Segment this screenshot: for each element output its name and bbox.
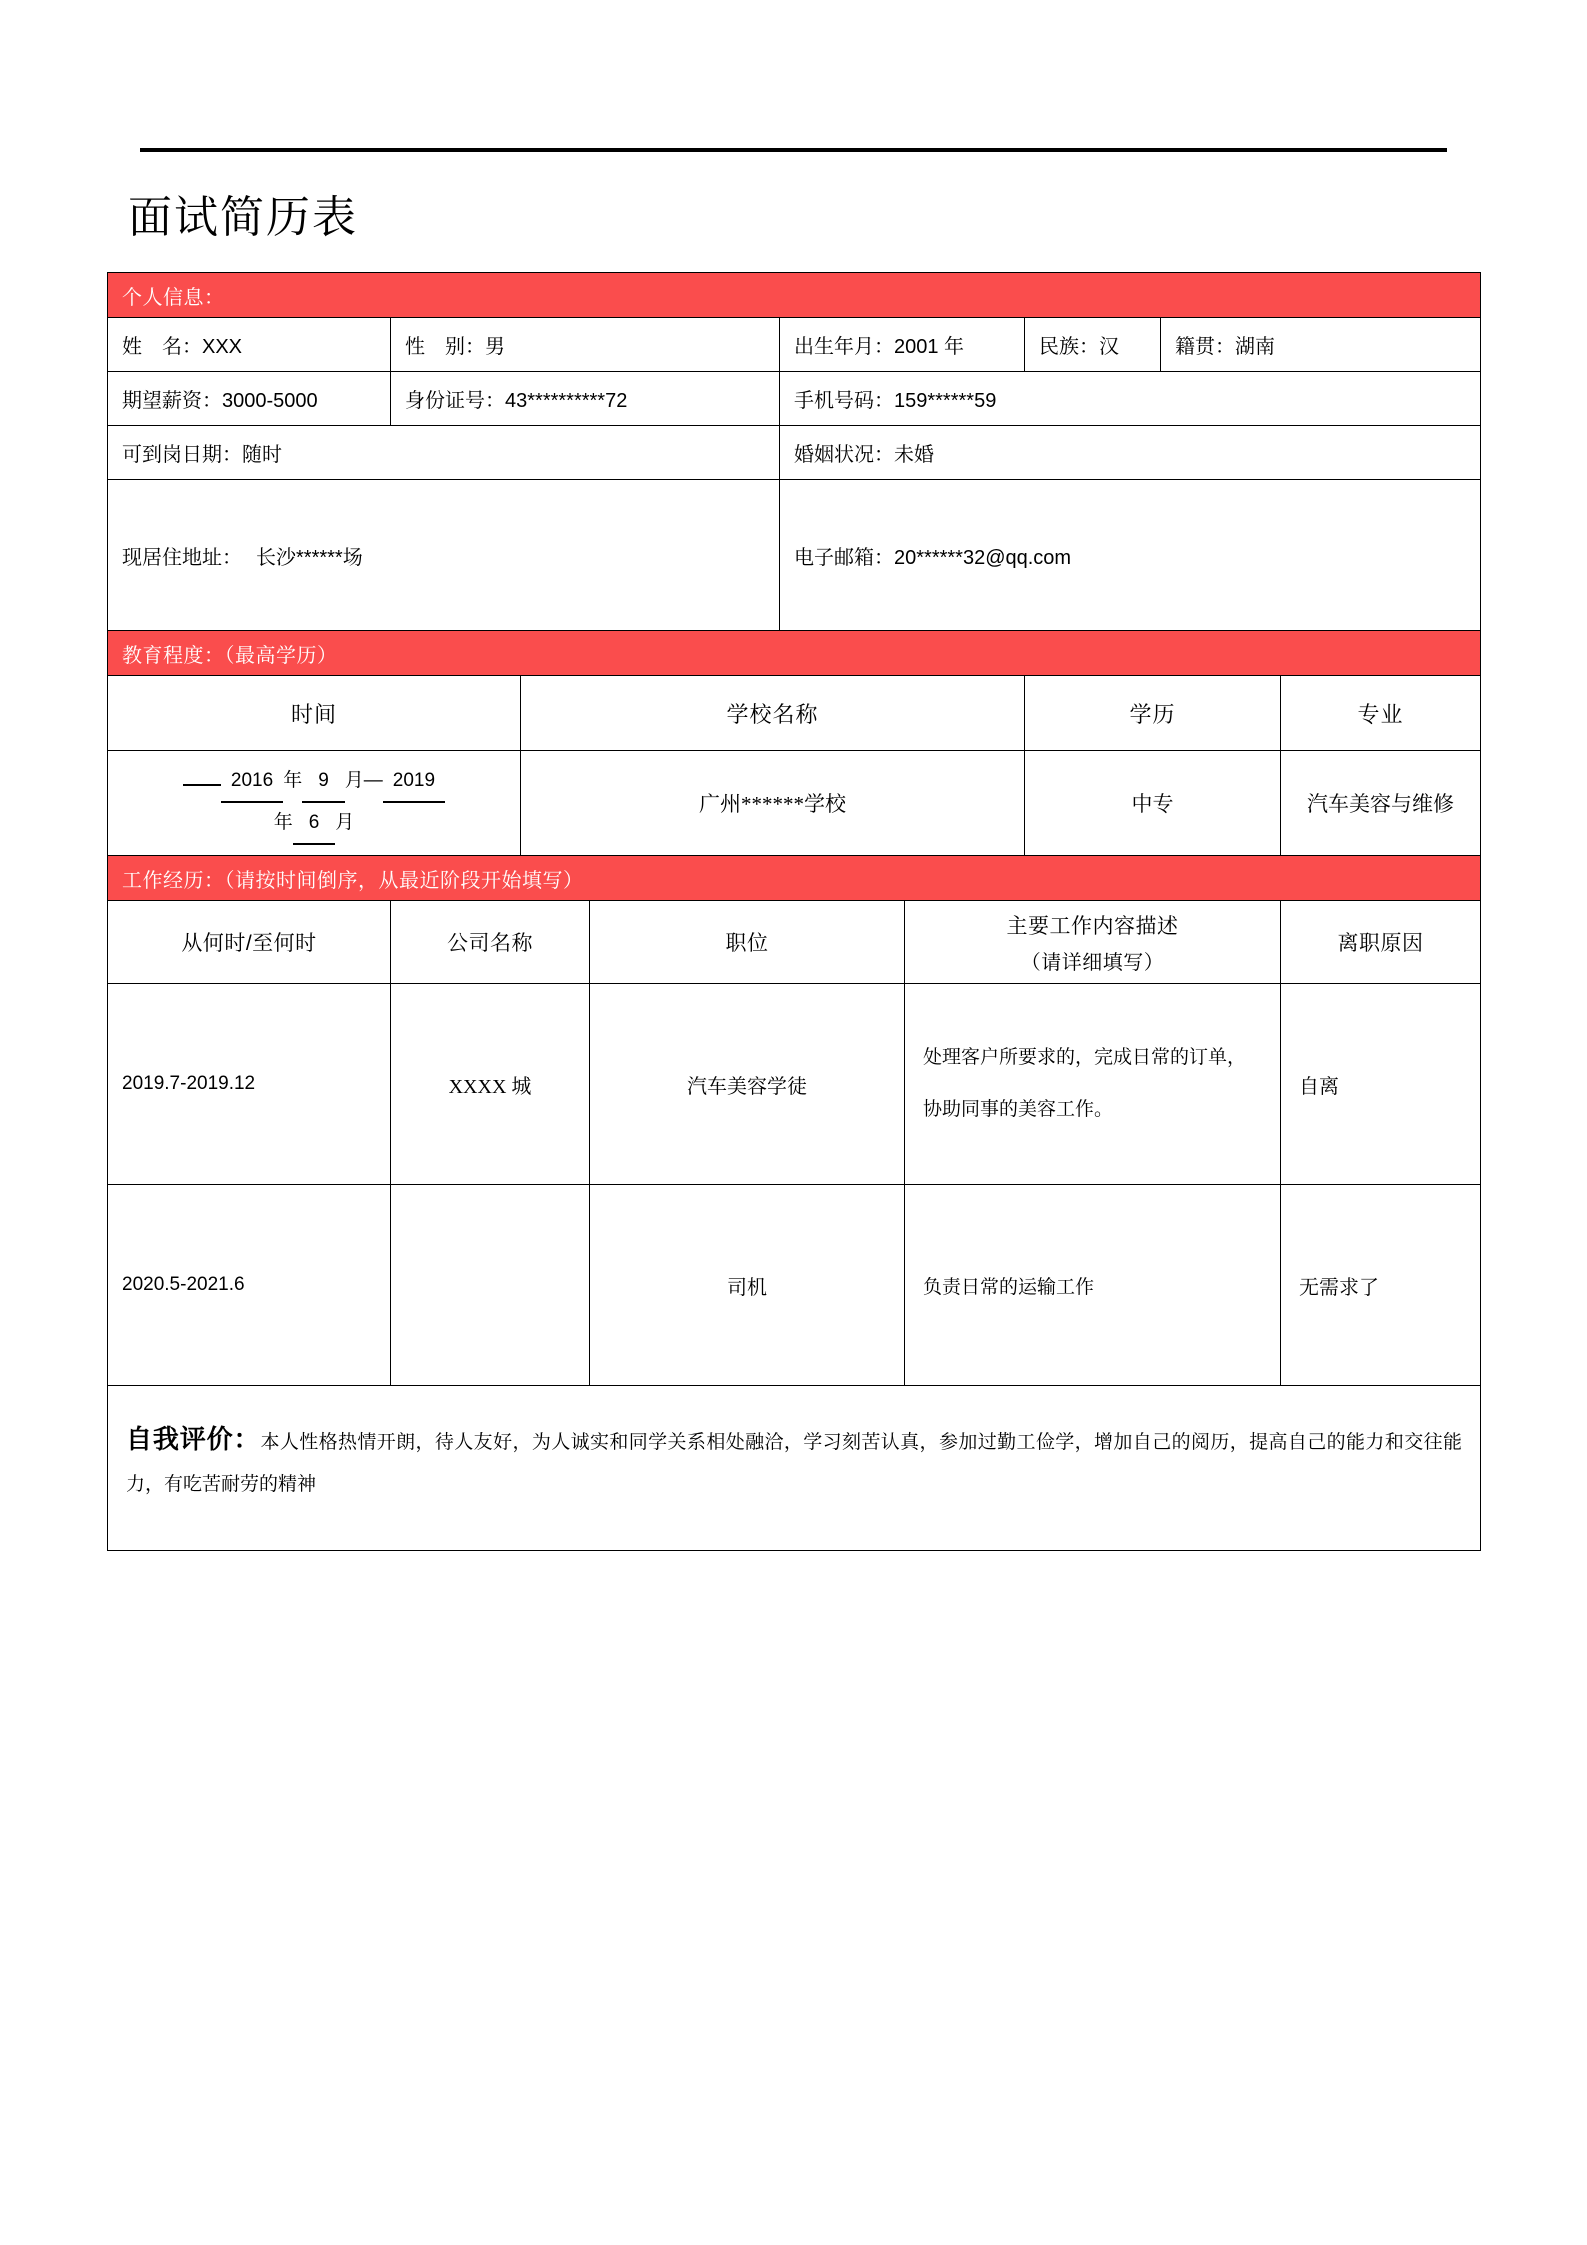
period-underline-lead	[183, 784, 221, 786]
education-year-unit-1: 年	[283, 770, 303, 791]
available-date-cell	[108, 426, 780, 480]
birth-value: 2001 年	[894, 336, 965, 358]
salary-value: 3000-5000	[222, 390, 318, 412]
personal-row-4	[108, 480, 1481, 631]
work-row-0-reason: 自离	[1281, 984, 1481, 1185]
ethnicity-cell	[1025, 318, 1161, 372]
marital-status-cell	[780, 426, 1481, 480]
hometown-label: 籍贯：	[1175, 336, 1235, 358]
education-header-school: 学校名称	[521, 676, 1025, 751]
personal-row-1	[108, 318, 1481, 372]
address-label: 现居住地址：	[122, 546, 242, 569]
phone-label: 手机号码：	[794, 390, 894, 412]
table-row	[108, 984, 1481, 1185]
id-value: 43**********72	[505, 390, 628, 412]
work-row-0-position: 汽车美容学徒	[590, 984, 905, 1185]
education-data-row	[108, 751, 1481, 856]
education-school-cell: 广州******学校	[521, 751, 1025, 856]
education-degree-cell: 中专	[1025, 751, 1281, 856]
available-value: 随时	[242, 444, 282, 466]
salary-label: 期望薪资：	[122, 390, 222, 412]
birth-label: 出生年月：	[794, 336, 894, 358]
birth-cell	[780, 318, 1025, 372]
personal-info-band-row	[108, 273, 1481, 318]
education-header-time: 时间	[108, 676, 521, 751]
address-value: 长沙******场	[256, 546, 363, 569]
work-header-description-main: 主要工作内容描述	[1006, 914, 1179, 938]
education-period-cell	[108, 751, 521, 856]
table-row	[108, 1185, 1481, 1386]
personal-row-2	[108, 372, 1481, 426]
work-row-1-position: 司机	[590, 1185, 905, 1386]
education-month-unit-2: 月	[335, 812, 355, 833]
work-header-position: 职位	[590, 901, 905, 984]
page-title: 面试简历表	[128, 193, 358, 242]
self-evaluation-cell	[108, 1386, 1481, 1551]
name-value: XXX	[202, 336, 243, 358]
work-row-0-company: XXXX 城	[391, 984, 590, 1185]
work-header-description-sub: （请详细填写）	[1020, 951, 1165, 974]
education-month-unit-1: 月	[344, 770, 364, 791]
education-header-row	[108, 676, 1481, 751]
work-header-description	[905, 901, 1281, 984]
education-end-month: 6	[293, 803, 336, 845]
education-header-major: 专业	[1281, 676, 1481, 751]
personal-row-3	[108, 426, 1481, 480]
work-row-1-period: 2020.5-2021.6	[108, 1185, 391, 1386]
work-row-0-description-line1: 处理客户所要求的，完成日常的订单，	[923, 1047, 1247, 1068]
email-cell	[780, 480, 1481, 631]
email-label: 电子邮箱：	[794, 546, 894, 569]
gender-cell	[391, 318, 780, 372]
work-header-row	[108, 901, 1481, 984]
education-start-year: 2016	[221, 761, 283, 803]
marital-label: 婚姻状况：	[794, 444, 894, 466]
name-label: 姓 名：	[122, 336, 202, 358]
education-major-cell: 汽车美容与维修	[1281, 751, 1481, 856]
expected-salary-cell	[108, 372, 391, 426]
work-band-row	[108, 856, 1481, 901]
education-start-month: 9	[302, 761, 345, 803]
name-cell	[108, 318, 391, 372]
gender-label: 性 别：	[405, 336, 485, 358]
work-row-1-company	[391, 1185, 590, 1386]
education-year-unit-2: 年	[273, 812, 293, 833]
email-value: 20******32@qq.com	[894, 546, 1072, 569]
gender-value: 男	[485, 336, 505, 358]
work-header-company: 公司名称	[391, 901, 590, 984]
work-header-reason: 离职原因	[1281, 901, 1481, 984]
education-band: 教育程度：（最高学历）	[108, 631, 1481, 676]
resume-table	[107, 272, 1481, 1551]
work-row-1-reason: 无需求了	[1281, 1185, 1481, 1386]
marital-value: 未婚	[894, 444, 934, 466]
work-row-1-description: 负责日常的运输工作	[905, 1185, 1281, 1386]
header-divider-rule	[140, 148, 1447, 152]
available-label: 可到岗日期：	[122, 444, 242, 466]
ethnicity-label: 民族：	[1039, 336, 1099, 358]
personal-info-band: 个人信息：	[108, 273, 1481, 318]
hometown-cell	[1161, 318, 1481, 372]
education-dash: —	[363, 770, 383, 791]
self-evaluation-label: 自我评价：	[126, 1424, 261, 1454]
address-cell	[108, 480, 780, 631]
phone-value: 159******59	[894, 390, 997, 412]
id-number-cell	[391, 372, 780, 426]
education-end-year: 2019	[383, 761, 445, 803]
education-header-degree: 学历	[1025, 676, 1281, 751]
work-row-0-description	[905, 984, 1281, 1185]
work-row-0-description-line2: 协助同事的美容工作。	[923, 1099, 1114, 1120]
education-band-row	[108, 631, 1481, 676]
ethnicity-value: 汉	[1099, 336, 1119, 358]
self-evaluation-row	[108, 1386, 1481, 1551]
id-label: 身份证号：	[405, 390, 505, 412]
work-header-period: 从何时/至何时	[108, 901, 391, 984]
self-evaluation-text: 本人性格热情开朗，待人友好，为人诚实和同学关系相处融洽，学习刻苦认真，参加过勤工俭学，增加自己的阅历，提高自己的能力和交往能力，有吃苦耐劳的精神	[126, 1431, 1462, 1495]
work-band: 工作经历：（请按时间倒序，从最近阶段开始填写）	[108, 856, 1481, 901]
hometown-value: 湖南	[1235, 336, 1275, 358]
phone-cell	[780, 372, 1481, 426]
work-row-0-period: 2019.7-2019.12	[108, 984, 391, 1185]
